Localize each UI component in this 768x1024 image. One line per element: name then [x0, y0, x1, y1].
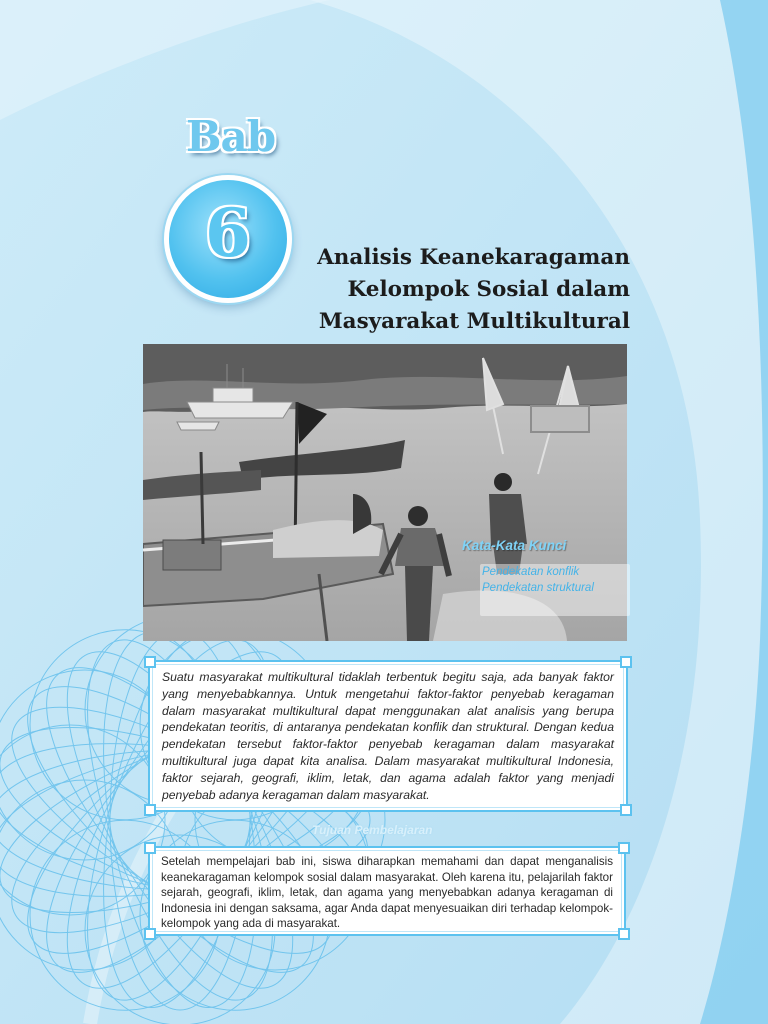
chapter-label: Bab: [186, 112, 276, 161]
intro-paragraph: Suatu masyarakat multikultural tidaklah terbentuk begitu saja, ada banyak faktor yang menyebabkannya. Untuk mengetahui faktor-faktor penyebab keragaman dalam masyarakat multikultural dapat menggunakan alat analisis yang berupa pendekatan teoritis, di antaranya pendekatan konflik dan struktural. Dengan kedua pendekatan tersebut faktor-faktor penyebab keragaman dalam masyarakat multikultural juga dapat kita analisa. Dalam masyarakat multikultural Indonesia, faktor sejarah, geografi, iklim, letak, dan agama adalah faktor yang menjadi penyebab adanya keragaman dalam masyarakat.: [162, 670, 614, 802]
box-corner-ornament: [618, 842, 630, 854]
keywords-list: [480, 564, 630, 616]
chapter-number-badge: [164, 175, 292, 303]
keywords-box: [462, 538, 632, 620]
keyword-item: Pendekatan konflik: [482, 566, 580, 578]
chapter-title-line: Kelompok Sosial dalam: [347, 277, 630, 302]
box-corner-ornament: [618, 928, 630, 940]
chapter-title-line: Analisis Keanekaragaman: [317, 245, 630, 270]
chapter-title: [300, 242, 630, 338]
objective-text-box: [148, 846, 626, 936]
box-corner-ornament: [144, 842, 156, 854]
box-corner-ornament: [620, 656, 632, 668]
intro-text-box: [148, 660, 628, 812]
keyword-item: Pendekatan struktural: [482, 582, 594, 594]
chapter-number: 6: [205, 194, 251, 272]
box-corner-ornament: [144, 804, 156, 816]
chapter-title-line: Masyarakat Multikultural: [318, 309, 630, 334]
keywords-title: Kata-Kata Kunci: [462, 538, 567, 553]
objective-paragraph: Setelah mempelajari bab ini, siswa diharapkan memahami dan dapat menganalisis keanekaragaman kelompok sosial dalam masyarakat. Oleh karena itu, pelajarilah faktor sejarah, geografi, iklim, letak, dan agama yang menyebabkan adanya keragaman di Indonesia ini dengan saksama, agar Anda dapat menyesuaikan diri terhadap kelompok-kelompok yang ada di masyarakat.: [161, 855, 613, 931]
objective-heading: Tujuan Pembelajaran: [312, 823, 433, 837]
box-corner-ornament: [144, 928, 156, 940]
box-corner-ornament: [620, 804, 632, 816]
box-corner-ornament: [144, 656, 156, 668]
